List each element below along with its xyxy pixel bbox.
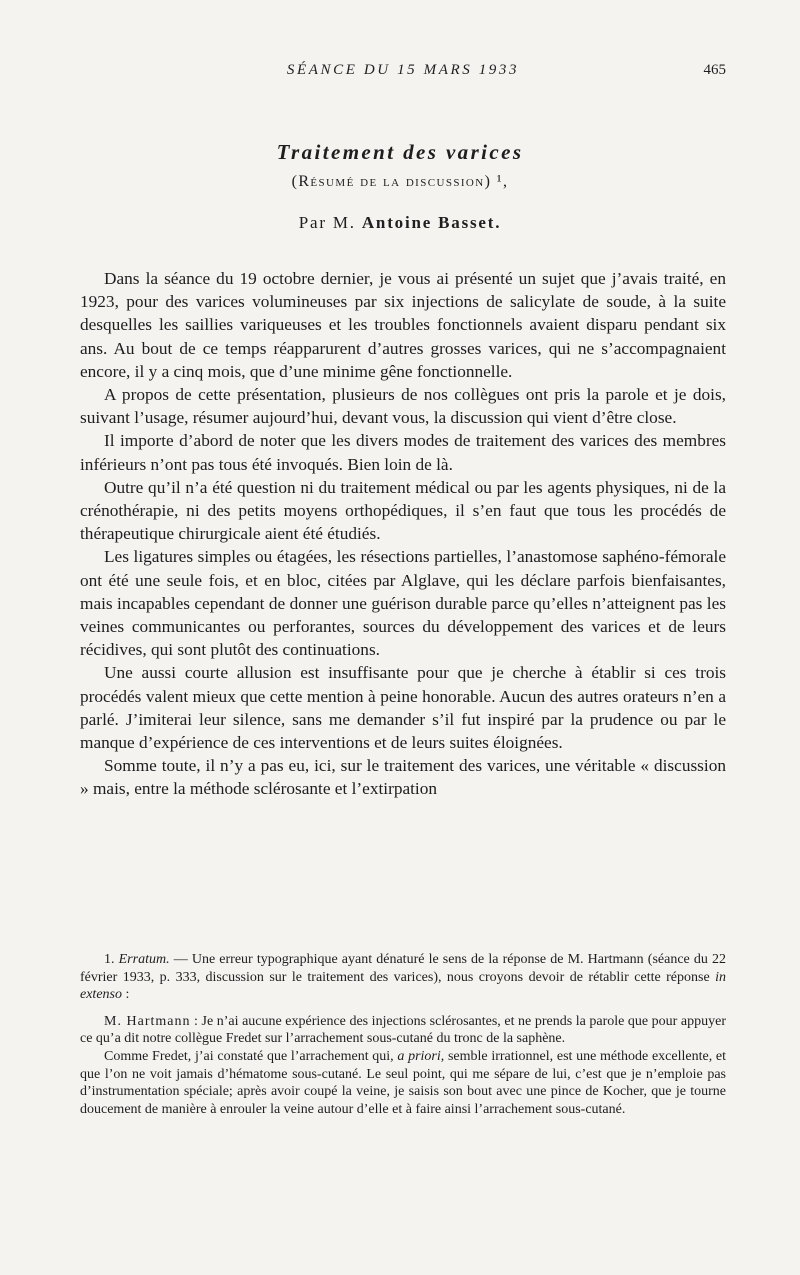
- body-paragraph: Les ligatures simples ou étagées, les résections partielles, l’anastomose saphéno-fémorale ont été une seule fois, et en bloc, citées par Alglave, qui les déclare parfois bienfaisantes, mais incapables cependant de donner une guérison durable parce qu’elles n’atteignent pas les veines communicantes ou perforantes, sources du développement des varices et de leurs récidives, qui sont plutôt des continuations.: [80, 547, 726, 660]
- footnote-erratum: [80, 951, 726, 1004]
- footnote-text: — Une erreur typographique ayant dénaturé le sens de la réponse de M. Hartmann (séance du 22 février 1933, p. 333, discussion sur le traitement des varices), nous croyons devoir de rétablir cette réponse: [80, 952, 726, 985]
- quote-text: : Je n’ai aucune expérience des injections sclérosantes, et ne prends la parole que pour appuyer ce qu’a dit notre collègue Fredet sur l’arrachement sous-cutané du tronc de la saphène.: [80, 1013, 726, 1047]
- body-paragraph: Il importe d’abord de noter que les divers modes de traitement des varices des membres inférieurs n’ont pas tous été invoqués. Bien loin de là.: [80, 431, 726, 474]
- article-body: [80, 267, 726, 801]
- footnote-label: Erratum.: [118, 952, 170, 967]
- article-author: [0, 213, 800, 233]
- author-name: Antoine Basset.: [361, 213, 502, 232]
- page-number: 465: [703, 62, 726, 78]
- body-paragraph: Dans la séance du 19 octobre dernier, je vous ai présenté un sujet que j’avais traité, en 1923, pour des varices volumineuses par six injections de salicylate de soude, à la suite desquelles les saillies variqueuses et les troubles fonctionnels avaient disparu pendant six ans. Au bout de ce temps réapparurent d’autres grosses varices, qui ne s’accompagnaient encore, il y a cinq mois, que d’une minime gêne fonctionnelle.: [80, 269, 726, 381]
- article-title: Traitement des varices: [276, 140, 524, 164]
- footnotes: [80, 951, 726, 1118]
- article-subtitle: (Résumé de la discussion) ¹,: [291, 173, 509, 190]
- footnote-quote: [80, 1013, 726, 1048]
- footnote-marker: 1.: [104, 952, 115, 967]
- quote-a-priori: a priori: [397, 1048, 441, 1064]
- body-paragraph: Somme toute, il n’y a pas eu, ici, sur le traitement des varices, une véritable « discussion » mais, entre la méthode sclérosante et l’extirpation: [80, 756, 726, 799]
- body-paragraph: A propos de cette présentation, plusieurs de nos collègues ont pris la parole et je dois, suivant l’usage, résumer aujourd’hui, devant vous, la discussion qui vient d’être close.: [80, 385, 726, 428]
- author-prefix: Par M.: [298, 213, 356, 232]
- quote-text-start: Comme Fredet, j’ai constaté que l’arrachement qui,: [104, 1048, 398, 1064]
- footnote-in-extenso: in extenso: [80, 969, 726, 1003]
- footnote-quote-continued: [80, 1048, 726, 1118]
- body-paragraph: Outre qu’il n’a été question ni du traitement médical ou par les agents physiques, ni de la crénothérapie, ni des petits moyens orthopédiques, il s’en faut que tous les procédés de thérapeutique chirurgicale aient été étudiés.: [80, 477, 726, 544]
- quote-speaker: M. Hartmann: [104, 1013, 191, 1029]
- running-header: [80, 62, 726, 86]
- quote-text-end: , semble irrationnel, est une méthode excellente, et que l’on ne voit jamais d’hématome sous-cutané. Le seul point, qui me sépare de lui, c’est que je n’emploie pas d’instrumentation spéciale; après avoir coupé la veine, je saisis son bout avec une pince de Kocher, que je tourne doucement de manière à enrouler la veine autour d’elle et à faire ainsi l’arrachement sous-cutané.: [80, 1048, 726, 1117]
- footnote-text-end: :: [121, 987, 130, 1003]
- running-title: SÉANCE DU 15 MARS 1933: [286, 62, 520, 78]
- body-paragraph: Une aussi courte allusion est insuffisante pour que je cherche à établir si ces trois procédés valent mieux que cette mention à peine honorable. Aucun des autres orateurs n’en a parlé. J’imiterai leur silence, sans me demander s’il fut inspiré par la prudence ou par le manque d’expérience de ces interventions et de leurs suites éloignées.: [80, 663, 726, 753]
